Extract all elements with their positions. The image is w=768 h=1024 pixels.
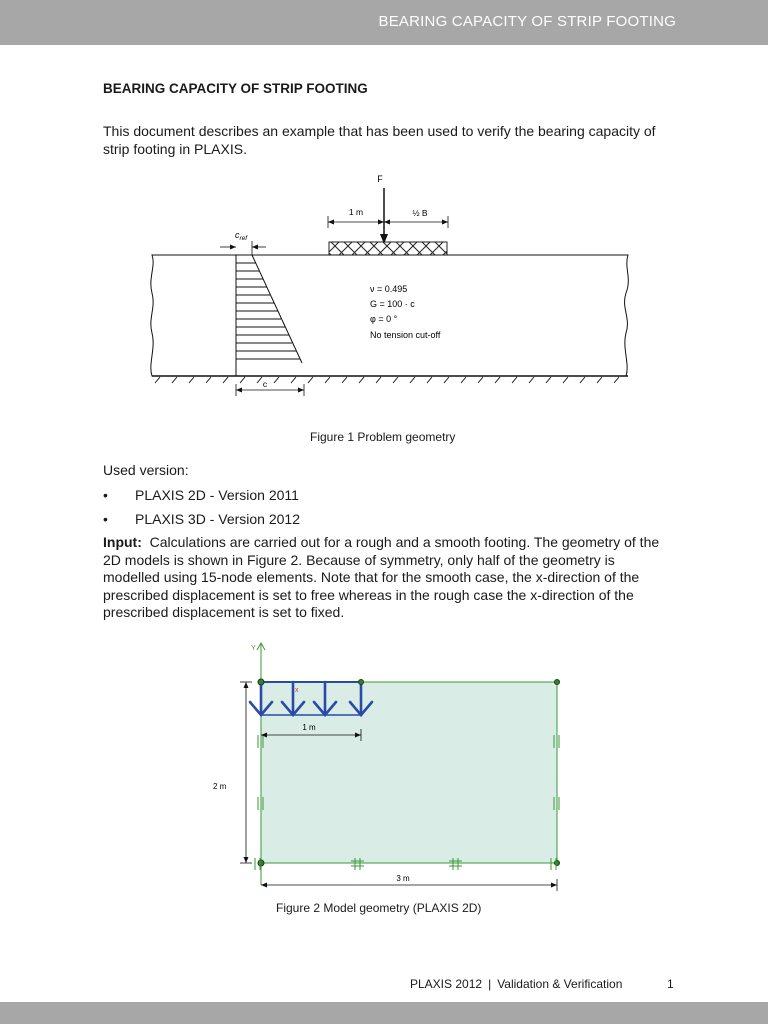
cref-label: $c_{ref}$ [235, 230, 248, 242]
input-label: Input: [103, 534, 142, 550]
dim-1m-label: 1 m [302, 723, 316, 732]
force-label: F [377, 174, 383, 184]
input-paragraph [103, 534, 673, 622]
footing [329, 242, 447, 255]
page-number: 1 [667, 977, 674, 991]
dim-half-b-label: ½ B [412, 208, 428, 218]
dim-1m-label: 1 m [348, 207, 364, 217]
prop-nu: ν = 0.495 [370, 284, 408, 294]
footer-bar [0, 1002, 768, 1024]
footer-separator: | [488, 977, 492, 991]
header-bar [0, 0, 768, 45]
y-axis-label: Y [251, 645, 256, 652]
figure-1-caption: Figure 1 Problem geometry [310, 430, 456, 444]
prop-tension: No tension cut-off [370, 330, 441, 340]
dim-2m-label: 2 m [213, 782, 227, 791]
figure-1-problem-geometry [140, 168, 640, 408]
header-title: BEARING CAPACITY OF STRIP FOOTING [378, 13, 676, 30]
document-heading: BEARING CAPACITY OF STRIP FOOTING [103, 81, 368, 96]
version-item-3d: • PLAXIS 3D - Version 2012 [103, 511, 300, 527]
prop-phi: φ = 0 ° [370, 314, 398, 324]
footer-section: Validation & Verification [497, 977, 623, 991]
version-item-2d: • PLAXIS 2D - Version 2011 [103, 487, 299, 503]
cohesion-profile [236, 255, 302, 376]
x-axis-label: x [295, 687, 299, 694]
fixed-base-hatch [152, 376, 628, 383]
footer-product: PLAXIS 2012 [410, 977, 483, 991]
intro-paragraph: This document describes an example that has been used to verify the bearing capacity of strip footing in PLAXIS. [103, 123, 656, 157]
model-domain [261, 682, 557, 863]
page-footer [410, 977, 622, 991]
dim-3m-label: 3 m [396, 874, 410, 883]
input-text: Calculations are carried out for a rough and a smooth footing. The geometry of the 2D models is shown in Figure 2. Because of symmetry, only half of the geometry is modelled using 15-node elements. Note that for the smooth case, the x-direction of the prescribed displacement is set to free whereas in the rough case the x-direction of the prescribed displacement is set to fixed. [103, 534, 660, 620]
c-label: c [262, 379, 268, 389]
used-version-label: Used version: [103, 462, 189, 478]
figure-2-caption: Figure 2 Model geometry (PLAXIS 2D) [276, 901, 482, 915]
figure-2-model-geometry [205, 640, 585, 895]
prop-g: G = 100 · c [370, 299, 415, 309]
